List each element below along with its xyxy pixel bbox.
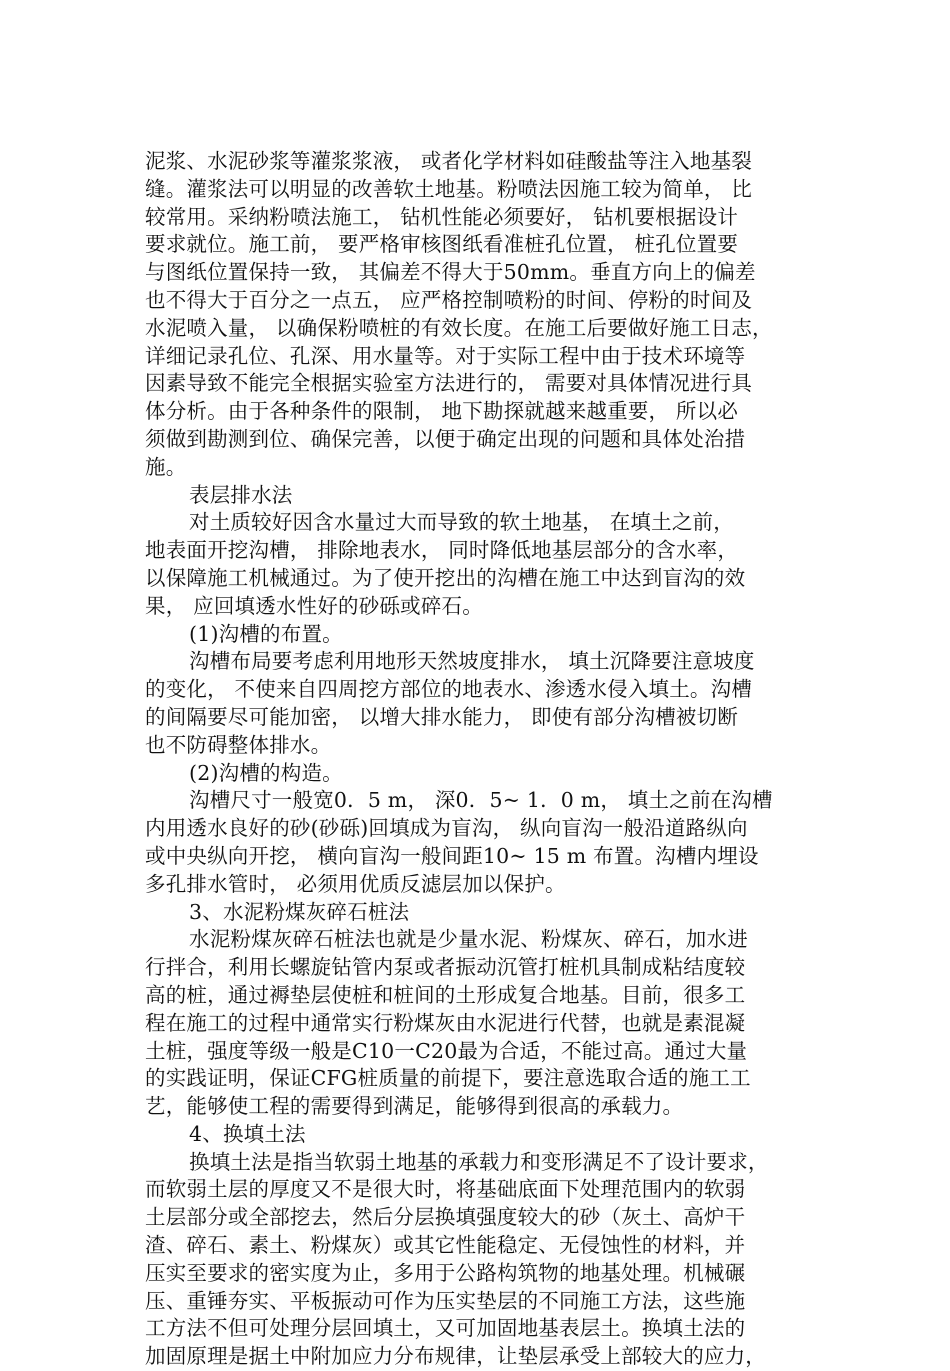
text-line: 土桩，强度等级一般是C10一C20最为合适，不能过高。通过大量 [145, 1038, 748, 1063]
text-line: 缝。灌浆法可以明显的改善软土地基。粉喷法因施工较为简单， 比 [145, 176, 753, 201]
text-line: 渣、碎石、素土、粉煤灰）或其它性能稳定、无侵蚀性的材料，并 [145, 1233, 746, 1258]
text-line: 要求就位。施工前， 要严格审核图纸看准桩孔位置， 桩孔位置要 [145, 232, 739, 257]
paragraph-start-line: 换填土法是指当软弱土地基的承载力和变形满足不了设计要求， [189, 1149, 769, 1174]
text-line: 压、重锤夯实、平板振动可作为压实垫层的不同施工方法，这些施 [145, 1288, 746, 1313]
text-line: 加固原理是据土中附加应力分布规律，让垫层承受上部较大的应力， [145, 1344, 766, 1369]
text-line: 也不防碍整体排水。 [145, 732, 332, 757]
text-line: 高的桩，通过褥垫层使桩和桩间的土形成复合地基。目前，很多工 [145, 982, 746, 1007]
text-line: 较常用。采纳粉喷法施工， 钻机性能必须要好， 钻机要根据设计 [145, 204, 739, 229]
paragraph-start-line: 4、换填土法 [189, 1121, 306, 1146]
paragraph-start-line: (1)沟槽的布置。 [189, 621, 343, 646]
paragraph-start-line: (2)沟槽的构造。 [189, 760, 343, 785]
text-line: 体分析。由于各种条件的限制， 地下勘探就越来越重要， 所以必 [145, 399, 739, 424]
text-line: 压实至要求的密实度为止，多用于公路构筑物的地基处理。机械碾 [145, 1260, 746, 1285]
paragraph-start-line: 水泥粉煤灰碎石桩法也就是少量水泥、粉煤灰、碎石，加水进 [189, 927, 748, 952]
text-line: 水泥喷入量， 以确保粉喷桩的有效长度。在施工后要做好施工日志， [145, 315, 773, 340]
text-line: 或中央纵向开挖， 横向盲沟一般间距10~ 15 m 布置。沟槽内埋设 [145, 843, 759, 868]
text-line: 与图纸位置保持一致， 其偏差不得大于50mm。垂直方向上的偏差 [145, 260, 756, 285]
paragraph-start-line: 沟槽布局要考虑利用地形天然坡度排水， 填土沉降要注意坡度 [189, 649, 755, 674]
text-line: 土层部分或全部挖去，然后分层换填强度较大的砂（灰土、高炉干 [145, 1205, 746, 1230]
paragraph-start-line: 沟槽尺寸一般宽0．5 m， 深0．5~ 1．0 m， 填土之前在沟槽 [189, 788, 773, 813]
text-line: 须做到勘测到位、确保完善，以便于确定出现的问题和具体处治措 [145, 426, 746, 451]
text-line: 内用透水良好的砂(砂砾)回填成为盲沟， 纵向盲沟一般沿道路纵向 [145, 816, 748, 841]
text-line: 多孔排水管时， 必须用优质反滤层加以保护。 [145, 871, 566, 896]
text-line: 施。 [145, 454, 187, 479]
text-line: 的间隔要尽可能加密， 以增大排水能力， 即使有部分沟槽被切断 [145, 704, 739, 729]
text-line: 地表面开挖沟槽， 排除地表水， 同时降低地基层部分的含水率， [145, 538, 739, 563]
text-line: 因素导致不能完全根据实验室方法进行的， 需要对具体情况进行具 [145, 371, 753, 396]
text-line: 以保障施工机械通过。为了使开挖出的沟槽在施工中达到盲沟的效 [145, 565, 746, 590]
document-body [145, 148, 805, 1371]
text-line: 行拌合，利用长螺旋钻管内泵或者振动沉管打桩机具制成粘结度较 [145, 955, 746, 980]
paragraph-start-line: 3、水泥粉煤灰碎石桩法 [189, 899, 410, 924]
text-line: 的实践证明，保证CFG桩质量的前提下，要注意选取合适的施工工 [145, 1066, 751, 1091]
text-line: 而软弱土层的厚度又不是很大时，将基础底面下处理范围内的软弱 [145, 1177, 746, 1202]
paragraph-start-line: 对土质较好因含水量过大而导致的软土地基， 在填土之前， [189, 510, 734, 535]
text-line: 的变化， 不使来自四周挖方部位的地表水、渗透水侵入填土。沟槽 [145, 677, 753, 702]
text-line: 泥浆、水泥砂浆等灌浆浆液， 或者化学材料如硅酸盐等注入地基裂 [145, 149, 753, 173]
text-line: 也不得大于百分之一点五， 应严格控制喷粉的时间、停粉的时间及 [145, 287, 753, 312]
text-line: 详细记录孔位、孔深、用水量等。对于实际工程中由于技术环境等 [145, 343, 746, 368]
text-line: 果， 应回填透水性好的砂砾或碎石。 [145, 593, 483, 618]
text-line: 工方法不但可处理分层回填土，又可加固地基表层土。换填土法的 [145, 1316, 746, 1341]
paragraph-start-line: 表层排水法 [189, 482, 293, 507]
text-line: 艺，能够使工程的需要得到满足，能够得到很高的承载力。 [145, 1094, 684, 1119]
text-line: 程在施工的过程中通常实行粉煤灰由水泥进行代替，也就是素混凝 [145, 1010, 746, 1035]
